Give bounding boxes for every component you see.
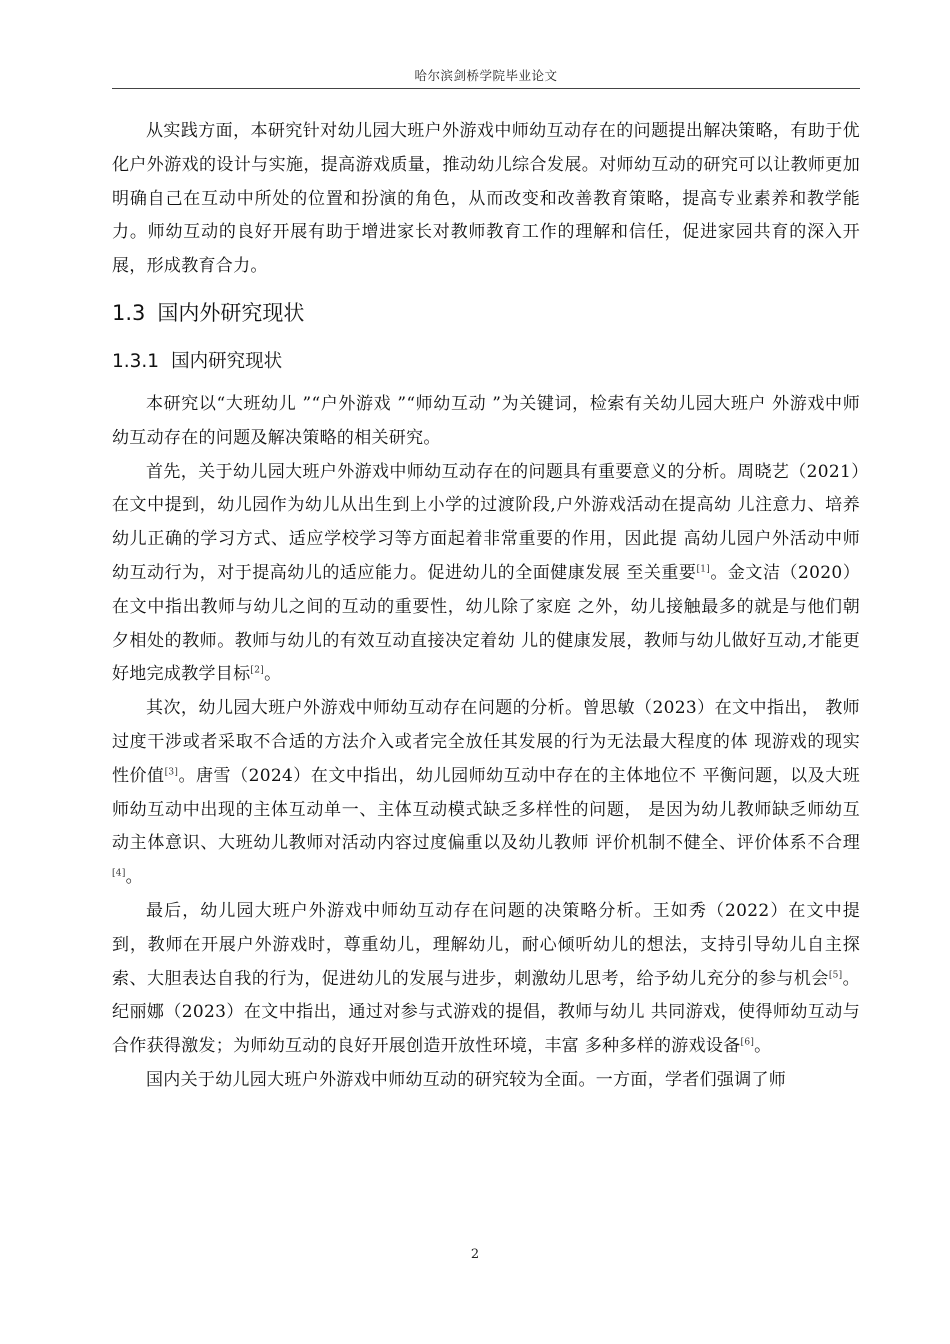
header-rule	[112, 88, 860, 89]
paragraph-keywords: 本研究以“大班幼儿 ”“户外游戏 ”“师幼互动 ”为关键词，检索有关幼儿园大班户 外游戏中师幼互动存在的问题及解决策略的相关研究。	[112, 393, 860, 448]
paragraph-strategy-analysis	[112, 895, 860, 1064]
text-segment: 其次，幼儿园大班户外游戏中师幼互动存在问题的分析。曾思敏（2023）在文中指出， 教师过度干涉或者采取不合适的方法介入或者完全放任其发展的行为无法最大程度的体 现游戏的现实性价值	[112, 698, 860, 786]
running-header: 哈尔滨剑桥学院毕业论文	[414, 68, 558, 83]
subsection-number: 1.3.1	[112, 350, 160, 372]
section-number: 1.3	[112, 300, 146, 325]
paragraph-summary: 国内关于幼儿园大班户外游戏中师幼互动的研究较为全面。一方面，学者们强调了师	[146, 1069, 787, 1090]
text-segment: 。	[754, 1036, 772, 1057]
text-segment: 。唐雪（2024）在文中指出，幼儿园师幼互动中存在的主体地位不 平衡问题，以及大班师幼互动中出现的主体互动单一、主体互动模式缺乏多样性的问题， 是因为幼儿教师缺乏师幼互动主体意识、大班幼儿教师对活动内容过度偏重以及幼儿教师 评价机制不健全、评价体系不合理	[112, 765, 860, 854]
citation-3: [3]	[164, 767, 179, 778]
citation-4: [4]	[112, 868, 126, 879]
paragraph-practice-significance: 从实践方面，本研究针对幼儿园大班户外游戏中师幼互动存在的问题提出解决策略，有助于优化户外游戏的设计与实施，提高游戏质量，推动幼儿综合发展。对师幼互动的研究可以让教师更加明确自己在互动中所处的位置和扮演的角色，从而改变和改善教育策略，提高专业素养和教学能力。师幼互动的良好开展有助于增进家长对教师教育工作的理解和信任，促进家园共育的深入开展，形成教育合力。	[112, 121, 860, 277]
paragraph-problem-analysis	[112, 692, 860, 895]
citation-1: [1]	[696, 564, 711, 575]
text-segment: 。金文洁（2020）在文中指出教师与幼儿之间的互动的重要性，幼儿除了家庭 之外，幼儿接触最多的就是与他们朝夕相处的教师。教师与幼儿的有效互动直接决定着幼 儿的健康发展，教师与幼儿做好互动,才能更好地完成教学目标	[112, 562, 861, 685]
text-segment: 。纪丽娜（2023）在文中指出，通过对参与式游戏的提倡，教师与幼儿 共同游戏，使得师幼互动与合作获得激发；为师幼互动的良好开展创造开放性环境，丰富 多种多样的游戏设备	[112, 968, 860, 1057]
text-segment: 最后，幼儿园大班户外游戏中师幼互动存在问题的决策略分析。王如秀（2022）在文中提到，教师在开展户外游戏时，尊重幼儿，理解幼儿，耐心倾听幼儿的想法，支持引导幼儿自主探索、大胆表达自我的行为，促进幼儿的发展与进步，刺激幼儿思考，给予幼儿充分的参与机会	[112, 900, 860, 989]
text-segment: 首先，关于幼儿园大班户外游戏中师幼互动存在的问题具有重要意义的分析。周晓艺（2021）在文中提到，幼儿园作为幼儿从出生到上小学的过渡阶段,户外游戏活动在提高幼 儿注意力、培养幼儿正确的学习方式、适应学校学习等方面起着非常重要的作用，因此提 高幼儿园户外活动中师幼互动行为，对于提高幼儿的适应能力。促进幼儿的全面健康发展 至关重要	[112, 461, 860, 583]
text-segment: 。	[125, 867, 143, 888]
subsection-title: 国内研究现状	[171, 350, 283, 372]
body-text	[112, 115, 860, 1098]
page-number: 2	[470, 1247, 480, 1262]
citation-6: [6]	[740, 1037, 755, 1048]
citation-2: [2]	[250, 665, 265, 676]
paragraph-significance-analysis	[112, 456, 860, 693]
section-heading	[112, 288, 860, 338]
text-segment: 。	[264, 664, 282, 685]
section-title: 国内外研究现状	[157, 300, 305, 325]
subsection-heading	[112, 338, 860, 386]
citation-5: [5]	[828, 969, 843, 980]
